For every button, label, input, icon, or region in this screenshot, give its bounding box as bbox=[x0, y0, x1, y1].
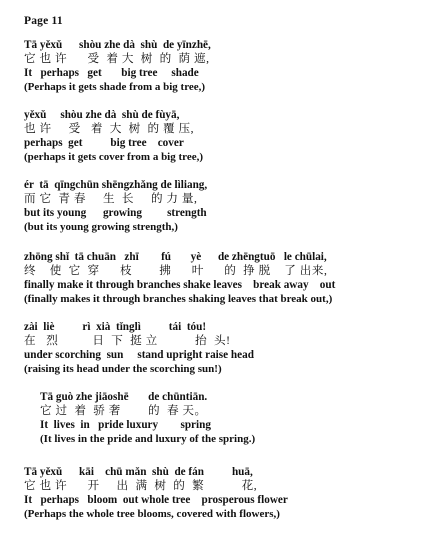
pinyin-line: yěxǔ shòu zhe dà shù de fùyā, bbox=[24, 109, 180, 121]
translation-line: (perhaps it gets cover from a big tree,) bbox=[24, 151, 204, 163]
stanza bbox=[24, 178, 207, 234]
translation-line: (Perhaps the whole tree blooms, covered with flowers,) bbox=[24, 508, 280, 520]
chinese-line: 它 过 着 骄 奢 的 春 天。 bbox=[40, 404, 207, 417]
pinyin-line: Tā yěxǔ shòu zhe dà shù de yīnzhē, bbox=[24, 39, 211, 51]
chinese-line: 在 烈 日 下 挺 立 抬 头! bbox=[24, 334, 231, 347]
english-gloss-line: It perhaps get big tree shade bbox=[24, 67, 199, 79]
stanza bbox=[24, 108, 203, 164]
stanza bbox=[24, 465, 288, 521]
translation-line: (It lives in the pride and luxury of the spring.) bbox=[40, 433, 256, 445]
english-gloss-line: It lives in pride luxury spring bbox=[40, 419, 211, 431]
chinese-line: 也 许 受 着 大 树 的 覆 压, bbox=[24, 122, 195, 135]
pinyin-line: Tā yěxǔ kāi chū mǎn shù de fán huā, bbox=[24, 466, 253, 478]
pinyin-line: zhōng shǐ tā chuān zhī fú yè de zhēngtuō le chūlai, bbox=[24, 251, 327, 263]
page-label: Page 11 bbox=[24, 15, 63, 27]
pinyin-line: Tā guò zhe jiāoshē de chūntiān. bbox=[40, 391, 208, 403]
english-gloss-line: but its young growing strength bbox=[24, 207, 207, 219]
translation-line: (finally makes it through branches shaking leaves that break out,) bbox=[24, 293, 333, 305]
english-gloss-line: perhaps get big tree cover bbox=[24, 137, 184, 149]
english-gloss-line: finally make it through branches shake leaves break away out bbox=[24, 279, 336, 291]
english-gloss-line: under scorching sun stand upright raise head bbox=[24, 349, 254, 361]
translation-line: (raising its head under the scorching sun!) bbox=[24, 363, 222, 375]
translation-line: (but its young growing strength,) bbox=[24, 221, 178, 233]
chinese-line: 终 使 它 穿 枝 拂 叶 的 挣 脱 了 出来, bbox=[24, 264, 328, 277]
english-gloss-line: It perhaps bloom out whole tree prosperous flower bbox=[24, 494, 288, 506]
stanza bbox=[24, 320, 254, 376]
pinyin-line: ér tā qīngchūn shēngzhǎng de lìliang, bbox=[24, 179, 208, 191]
stanza bbox=[40, 390, 255, 446]
stanza bbox=[24, 250, 335, 306]
translation-line: (Perhaps it gets shade from a big tree,) bbox=[24, 81, 206, 93]
chinese-line: 它 也 许 开 出 满 树 的 繁 花, bbox=[24, 479, 258, 492]
chinese-line: 而 它 青 春 生 长 的 力 量, bbox=[24, 192, 198, 205]
stanza bbox=[24, 38, 211, 94]
chinese-line: 它 也 许 受 着 大 树 的 荫 遮, bbox=[24, 52, 210, 65]
pinyin-line: zài liè rì xià tǐnglì tái tóu! bbox=[24, 321, 207, 333]
